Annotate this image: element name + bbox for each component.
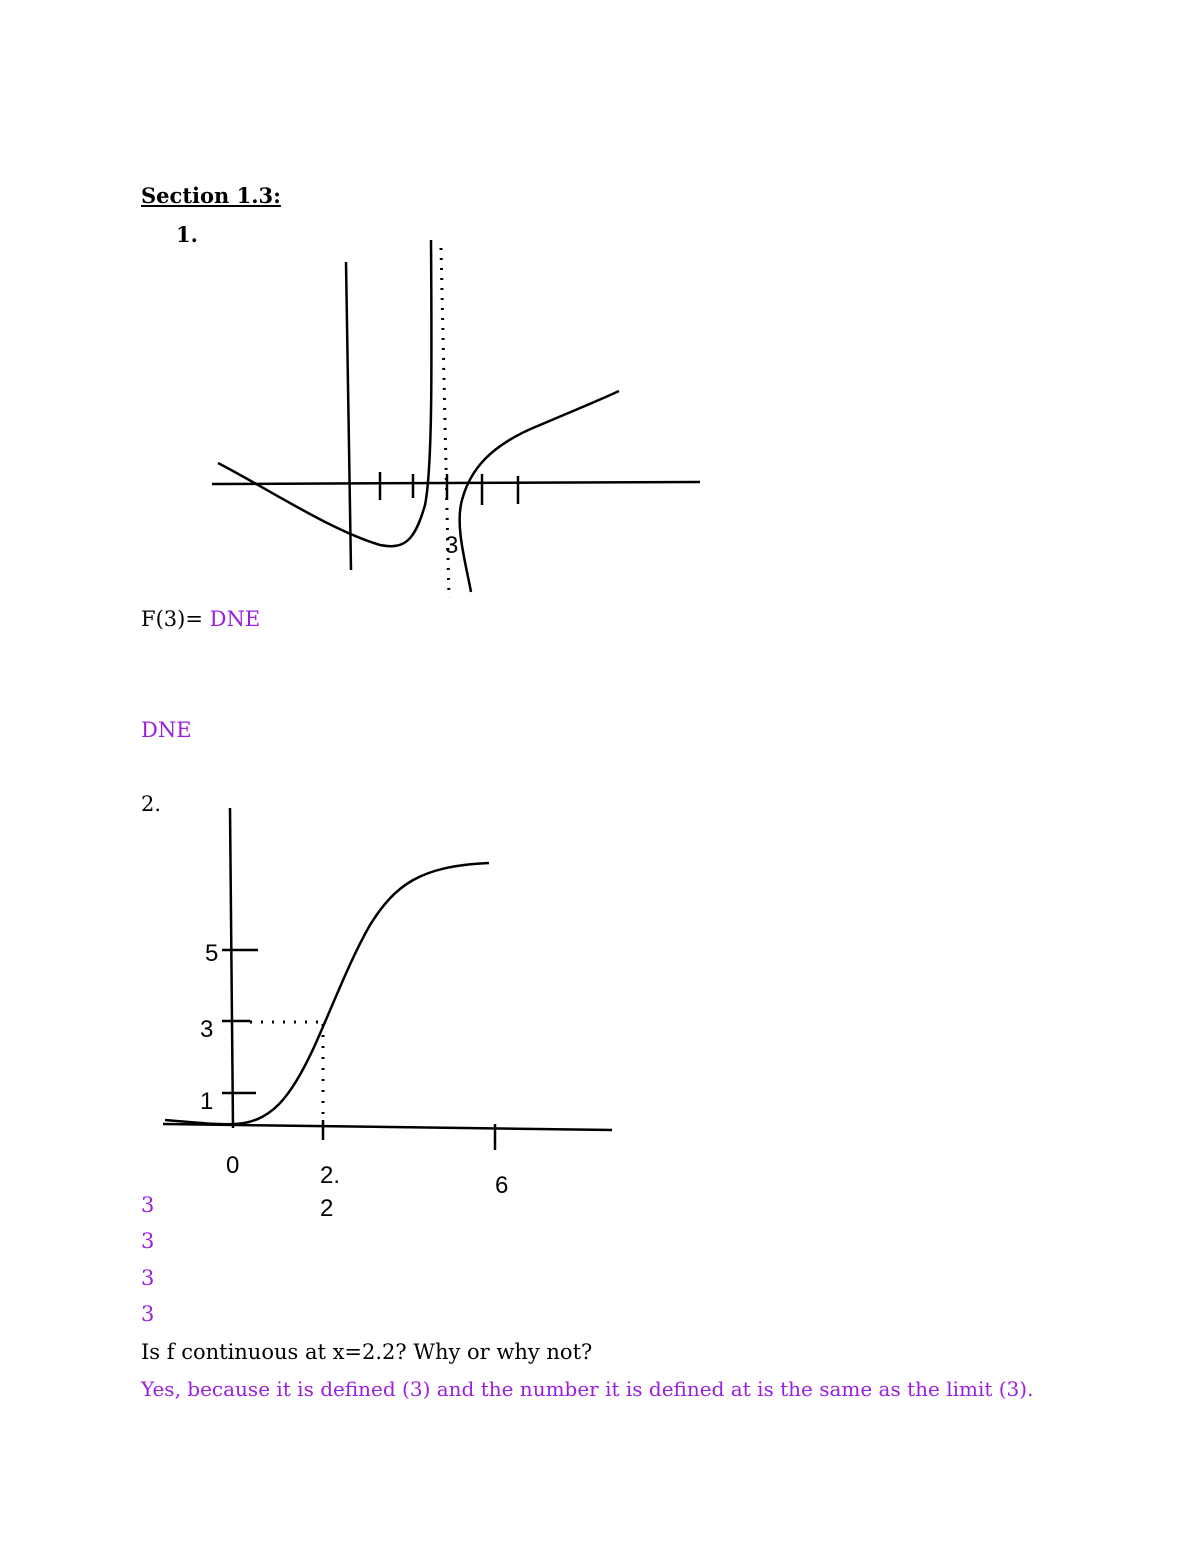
f-of-3-line bbox=[141, 606, 260, 632]
answer-4: 3 bbox=[141, 1302, 155, 1326]
graph-1-x-axis bbox=[212, 482, 700, 484]
graph-2-y-label-5: 5 bbox=[205, 940, 219, 967]
graph-2-x-label-2-2-line1: 2. bbox=[320, 1162, 341, 1189]
f-of-3-answer: DNE bbox=[209, 607, 261, 631]
graph-1-left-vertical-line bbox=[346, 262, 351, 570]
continuity-question: Is f continuous at x=2.2? Why or why not? bbox=[141, 1340, 593, 1364]
continuity-explanation: Yes, because it is defined (3) and the number it is defined at is the same as the limit (3). bbox=[141, 1377, 1034, 1401]
problem-2-number: 2. bbox=[141, 792, 162, 816]
graph-2-x-axis bbox=[163, 1124, 612, 1130]
graph-2-x-label-2-2-line2: 2 bbox=[320, 1195, 334, 1222]
problem-1-graph bbox=[0, 0, 1200, 620]
answer-2: 3 bbox=[141, 1229, 155, 1253]
graph-1-x-ticks bbox=[380, 472, 518, 505]
graph-1-left-curve bbox=[218, 240, 431, 546]
section-heading: Section 1.3: bbox=[141, 183, 281, 208]
f-of-3-label: F(3)= bbox=[141, 607, 203, 631]
graph-2-y-axis bbox=[230, 808, 233, 1128]
answer-1: 3 bbox=[141, 1193, 155, 1217]
graph-2-y-label-1: 1 bbox=[200, 1088, 214, 1115]
graph-2-x-label-6: 6 bbox=[495, 1172, 509, 1199]
answer-3: 3 bbox=[141, 1266, 155, 1290]
graph-1-label-3: 3 bbox=[445, 532, 459, 559]
graph-2-x-ticks bbox=[323, 1120, 495, 1150]
graph-2-x-label-0: 0 bbox=[226, 1152, 240, 1179]
limit-answer: DNE bbox=[141, 718, 192, 742]
graph-2-curve bbox=[165, 863, 489, 1124]
graph-2-y-label-3: 3 bbox=[200, 1016, 214, 1043]
graph-2-y-ticks bbox=[222, 950, 258, 1093]
graph-1-right-curve bbox=[460, 391, 619, 592]
problem-1-number: 1. bbox=[176, 222, 198, 247]
